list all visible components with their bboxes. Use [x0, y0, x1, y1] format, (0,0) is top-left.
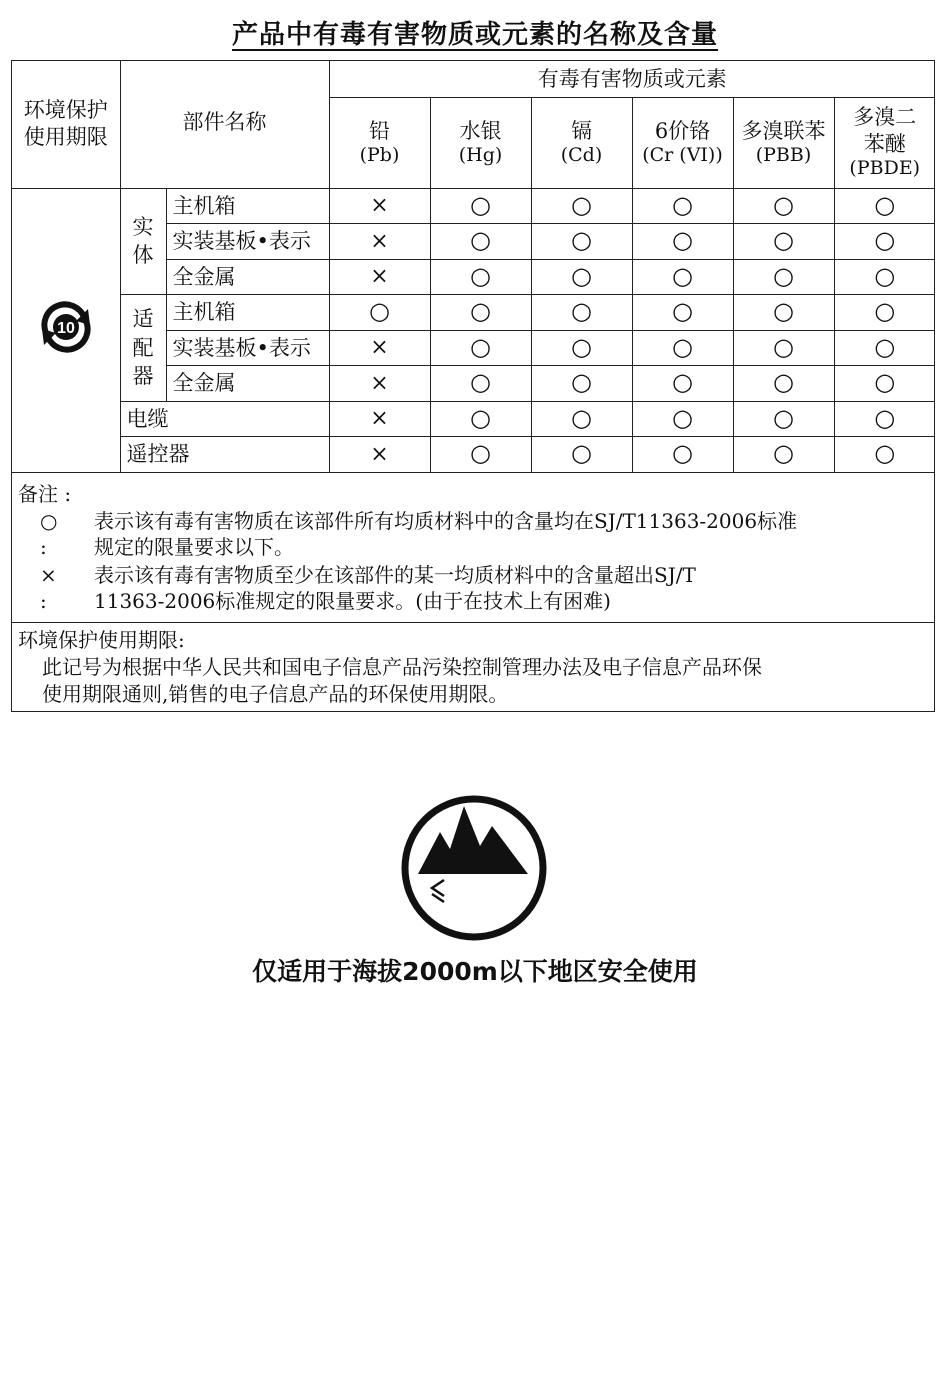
- part-name: 全金属: [166, 259, 329, 295]
- circle-mark: ○: [369, 297, 390, 326]
- table-row: [12, 188, 935, 224]
- substance-mark-cell: [430, 401, 531, 437]
- substance-mark-cell: [632, 437, 733, 473]
- circle-mark: ○: [470, 190, 491, 219]
- period-note-body: 此记号为根据中华人民共和国电子信息产品污染控制管理办法及电子信息产品环保 使用期限通则,销售的电子信息产品的环保使用期限。: [42, 655, 762, 707]
- substance-mark-cell: [632, 259, 733, 295]
- altitude-caption: 仅适用于海拔2000m以下地区安全使用: [252, 957, 698, 986]
- substance-mark-cell: [430, 437, 531, 473]
- circle-mark: ○: [571, 190, 592, 219]
- circle-mark: ○: [773, 297, 794, 326]
- page-title: 产品中有毒有害物质或元素的名称及含量: [231, 20, 718, 50]
- circle-mark: ○: [874, 297, 896, 326]
- circle-mark: ○: [672, 190, 693, 219]
- note-circle: [40, 508, 920, 561]
- substance-mark-cell: [329, 366, 430, 402]
- substance-symbol: (PBB): [755, 143, 812, 166]
- part-name: 实装基板•表示: [166, 330, 329, 366]
- circle-mark: ○: [571, 368, 592, 397]
- substance-mark-cell: [430, 188, 531, 224]
- substance-mark-cell: [632, 188, 733, 224]
- circle-mark: ○: [874, 190, 896, 219]
- cross-mark: ×: [370, 441, 389, 467]
- circle-mark: ○: [470, 226, 491, 255]
- substance-name: 多溴二苯醚: [853, 105, 917, 156]
- substance-mark-cell: [430, 366, 531, 402]
- substance-mark-cell: [733, 259, 834, 295]
- circle-mark: ○: [470, 261, 491, 290]
- epup-logo-cell: [12, 188, 120, 472]
- substance-mark-cell: [733, 437, 834, 473]
- substance-mark-cell: [834, 295, 935, 331]
- substance-mark-cell: [329, 437, 430, 473]
- substance-mark-cell: [733, 330, 834, 366]
- substance-mark-cell: [531, 366, 632, 402]
- table-row: [12, 295, 935, 331]
- substance-mark-cell: [733, 401, 834, 437]
- substance-mark-cell: [329, 295, 430, 331]
- substance-mark-cell: [531, 401, 632, 437]
- substance-mark-cell: [632, 401, 733, 437]
- substance-name: 水银: [459, 118, 502, 143]
- part-name: 遥控器: [120, 437, 329, 473]
- substance-mark-cell: [632, 224, 733, 260]
- circle-mark: ○: [571, 297, 592, 326]
- cross-mark: ×: [370, 228, 389, 254]
- circle-mark: ○: [773, 226, 794, 255]
- part-name: 实装基板•表示: [166, 224, 329, 260]
- circle-mark: ○: [672, 368, 693, 397]
- circle-mark: ○: [470, 403, 491, 432]
- cross-mark: ×: [370, 335, 389, 360]
- circle-mark: ○: [672, 297, 693, 326]
- circle-mark: ○: [672, 226, 693, 255]
- note-cross-symbol: × :: [40, 563, 57, 614]
- circle-mark: ○: [773, 190, 794, 219]
- substance-mark-cell: [632, 295, 733, 331]
- substance-mark-cell: [733, 224, 834, 260]
- circle-mark: ○: [874, 332, 896, 361]
- substance-mark-cell: [632, 330, 733, 366]
- cross-mark: ×: [370, 193, 389, 218]
- period-header: 环境保护使用期限: [12, 61, 120, 188]
- circle-mark: ○: [672, 332, 693, 361]
- circle-mark: ○: [874, 368, 896, 397]
- epup-10-icon: [38, 299, 94, 355]
- substance-column-header: [834, 97, 935, 188]
- notes-heading: 备注 :: [18, 482, 72, 506]
- substance-symbol: (Pb): [359, 143, 400, 166]
- part-name: 主机箱: [166, 295, 329, 331]
- substance-symbol: (Cr (VI)): [642, 143, 723, 166]
- cross-mark: ×: [370, 264, 389, 289]
- substance-mark-cell: [531, 259, 632, 295]
- altitude-mountain-icon: [400, 794, 548, 942]
- substance-column-header: [733, 97, 834, 188]
- note-circle-text: 表示该有毒有害物质在该部件所有均质材料中的含量均在SJ/T11363-2006标准 规定的限量要求以下。: [94, 509, 798, 560]
- substance-mark-cell: [531, 295, 632, 331]
- circle-mark: ○: [470, 332, 491, 361]
- substance-mark-cell: [329, 401, 430, 437]
- circle-mark: ○: [874, 261, 896, 290]
- circle-mark: ○: [672, 439, 693, 468]
- circle-mark: ○: [470, 297, 491, 326]
- circle-mark: ○: [470, 368, 491, 397]
- cross-mark: ×: [370, 370, 389, 396]
- substance-mark-cell: [834, 366, 935, 402]
- substance-mark-cell: [329, 259, 430, 295]
- substance-mark-cell: [531, 330, 632, 366]
- substance-column-header: [632, 97, 733, 188]
- circle-mark: ○: [571, 403, 592, 432]
- substance-mark-cell: [430, 224, 531, 260]
- circle-mark: ○: [571, 226, 592, 255]
- substance-mark-cell: [329, 330, 430, 366]
- period-note-heading: 环境保护使用期限:: [18, 628, 185, 652]
- substance-name: 多溴联苯: [741, 118, 826, 143]
- circle-mark: ○: [571, 332, 592, 361]
- substance-mark-cell: [430, 330, 531, 366]
- group-label-solid: 实体: [120, 188, 166, 295]
- substance-column-header: [531, 97, 632, 188]
- note-cross-text: 表示该有毒有害物质至少在该部件的某一均质材料中的含量超出SJ/T 11363-2006标准规定的限量要求。(由于在技术上有困难): [94, 563, 696, 614]
- circle-mark: ○: [571, 439, 592, 468]
- circle-mark: ○: [773, 332, 794, 361]
- substance-mark-cell: [733, 366, 834, 402]
- substance-symbol: (Hg): [458, 143, 503, 166]
- note-circle-symbol: ○ :: [40, 509, 58, 560]
- substance-mark-cell: [834, 188, 935, 224]
- substance-mark-cell: [531, 224, 632, 260]
- table-row: [12, 437, 935, 473]
- circle-mark: ○: [773, 439, 794, 468]
- table-row: [12, 401, 935, 437]
- circle-mark: ○: [672, 261, 693, 290]
- group-label-adapter: 适配器: [120, 295, 166, 402]
- part-name: 全金属: [166, 366, 329, 402]
- note-cross: [40, 562, 920, 615]
- circle-mark: ○: [874, 403, 896, 432]
- circle-mark: ○: [874, 226, 896, 255]
- substance-symbol: (PBDE): [849, 156, 921, 179]
- cross-mark: ×: [370, 406, 389, 431]
- substance-mark-cell: [632, 366, 733, 402]
- substance-mark-cell: [733, 188, 834, 224]
- substance-mark-cell: [834, 401, 935, 437]
- substance-symbol: (Cd): [560, 143, 603, 166]
- substance-mark-cell: [733, 295, 834, 331]
- substance-name: 镉: [571, 118, 592, 143]
- notes-section: [12, 477, 934, 623]
- part-name: 主机箱: [166, 188, 329, 224]
- part-header: 部件名称: [120, 61, 329, 188]
- substance-mark-cell: [834, 330, 935, 366]
- substance-mark-cell: [531, 188, 632, 224]
- substance-column-header: [329, 97, 430, 188]
- substance-mark-cell: [329, 224, 430, 260]
- substance-mark-cell: [834, 259, 935, 295]
- substance-mark-cell: [834, 224, 935, 260]
- circle-mark: ○: [571, 261, 592, 290]
- substance-column-header: [430, 97, 531, 188]
- substance-mark-cell: [430, 295, 531, 331]
- circle-mark: ○: [773, 261, 794, 290]
- circle-mark: ○: [672, 403, 693, 432]
- epup-number: 10: [56, 319, 75, 337]
- substance-name: 6价铬: [654, 118, 711, 143]
- hazard-frame: [11, 60, 935, 712]
- hazard-table: [12, 61, 935, 473]
- substances-header: 有毒有害物质或元素: [329, 61, 935, 97]
- substance-mark-cell: [531, 437, 632, 473]
- part-name: 电缆: [120, 401, 329, 437]
- circle-mark: ○: [470, 439, 491, 468]
- circle-mark: ○: [874, 439, 896, 468]
- substance-mark-cell: [430, 259, 531, 295]
- circle-mark: ○: [773, 403, 794, 432]
- substance-mark-cell: [329, 188, 430, 224]
- substance-mark-cell: [834, 437, 935, 473]
- circle-mark: ○: [773, 368, 794, 397]
- substance-name: 铅: [369, 118, 390, 143]
